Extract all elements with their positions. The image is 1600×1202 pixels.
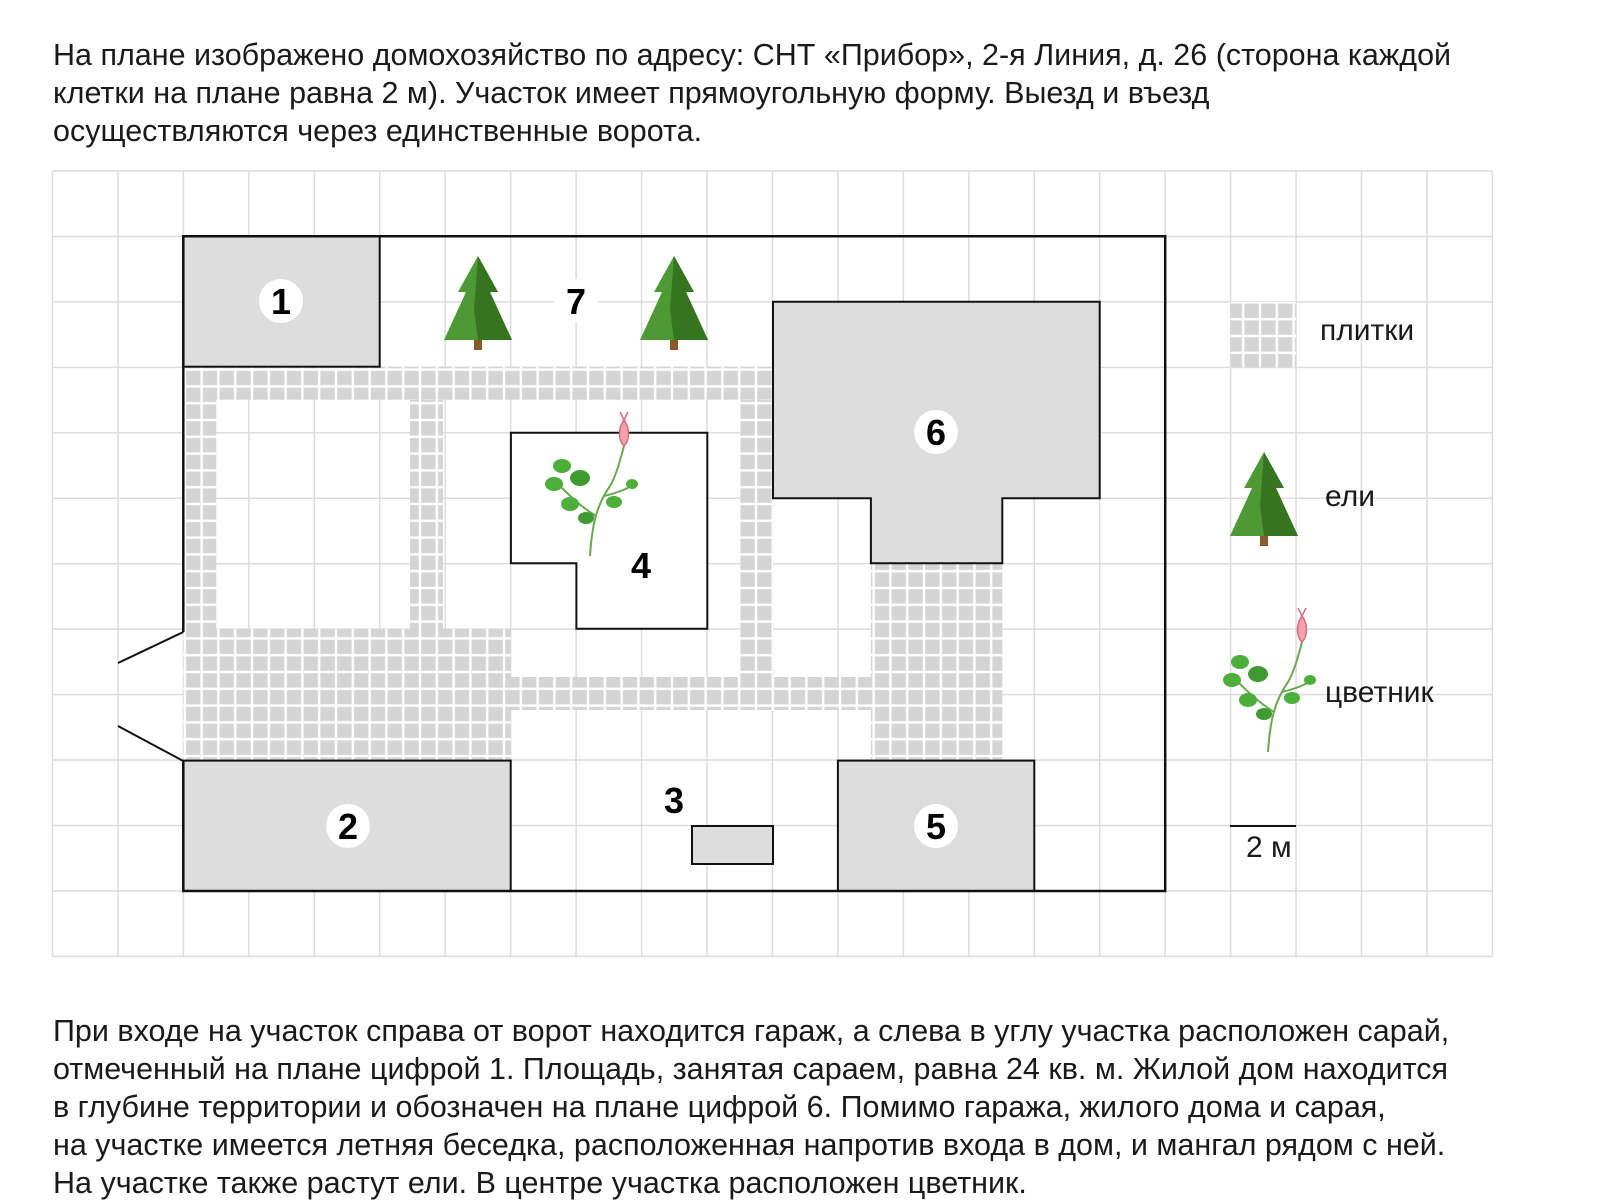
paving-tiles-icon <box>1231 302 1297 368</box>
grill <box>692 826 773 864</box>
tile-strip <box>183 629 511 761</box>
gate-leaf-upper <box>118 632 183 663</box>
legend-flowerbed-label: цветник <box>1325 676 1434 709</box>
spruce-tree-icon <box>444 256 512 350</box>
tile-strip <box>183 367 773 400</box>
gazebo-label <box>914 804 958 848</box>
gate-leaf-lower <box>118 726 183 761</box>
grill-label <box>652 778 696 822</box>
garage-label <box>326 804 370 848</box>
svg-text:6: 6 <box>925 412 947 453</box>
legend-spruces-label: ели <box>1325 480 1375 513</box>
tile-strip <box>740 400 773 710</box>
flowerbed-label <box>619 543 663 587</box>
flowerbed-bed <box>511 433 707 629</box>
outro-line: На участке также растут ели. В центре участка расположен цветник. <box>53 1166 1027 1200</box>
svg-text:7: 7 <box>565 281 587 322</box>
legend-tiles-label: плитки <box>1320 314 1415 347</box>
svg-text:2: 2 <box>337 806 359 847</box>
shed-label <box>259 279 303 323</box>
svg-text:5: 5 <box>925 806 947 847</box>
spruces-label <box>554 279 598 323</box>
outro-line: отмеченный на плане цифрой 1. Площадь, занятая сараем, равна 24 кв. м. Жилой дом находится <box>53 1052 1449 1086</box>
tile-strip <box>511 677 871 710</box>
legend <box>1223 302 1435 864</box>
tile-strip <box>871 563 1002 760</box>
svg-text:4: 4 <box>630 545 652 586</box>
spruce-tree-icon <box>640 256 708 350</box>
intro-line: осуществляются через единственные ворота. <box>53 114 703 148</box>
svg-text:3: 3 <box>663 780 685 821</box>
outro-text <box>53 1012 1553 1202</box>
house-label <box>914 410 958 454</box>
tile-strip <box>410 400 443 629</box>
intro-line: клетки на плане равна 2 м). Участок имеет прямоугольную форму. Выезд и въезд <box>53 76 1210 110</box>
outro-line: в глубине территории и обозначен на плане цифрой 6. Помимо гаража, жилого дома и сарая, <box>53 1090 1386 1124</box>
scale-label: 2 м <box>1246 831 1292 864</box>
intro-line: На плане изображено домохозяйство по адресу: СНТ «Прибор», 2-я Линия, д. 26 (сторона каждой <box>53 38 1452 72</box>
outro-line: При входе на участок справа от ворот находится гараж, а слева в углу участка расположен сарай, <box>53 1014 1450 1048</box>
svg-text:1: 1 <box>270 281 292 322</box>
outro-line: на участке имеется летняя беседка, расположенная напротив входа в дом, и мангал рядом с ней. <box>53 1128 1446 1162</box>
